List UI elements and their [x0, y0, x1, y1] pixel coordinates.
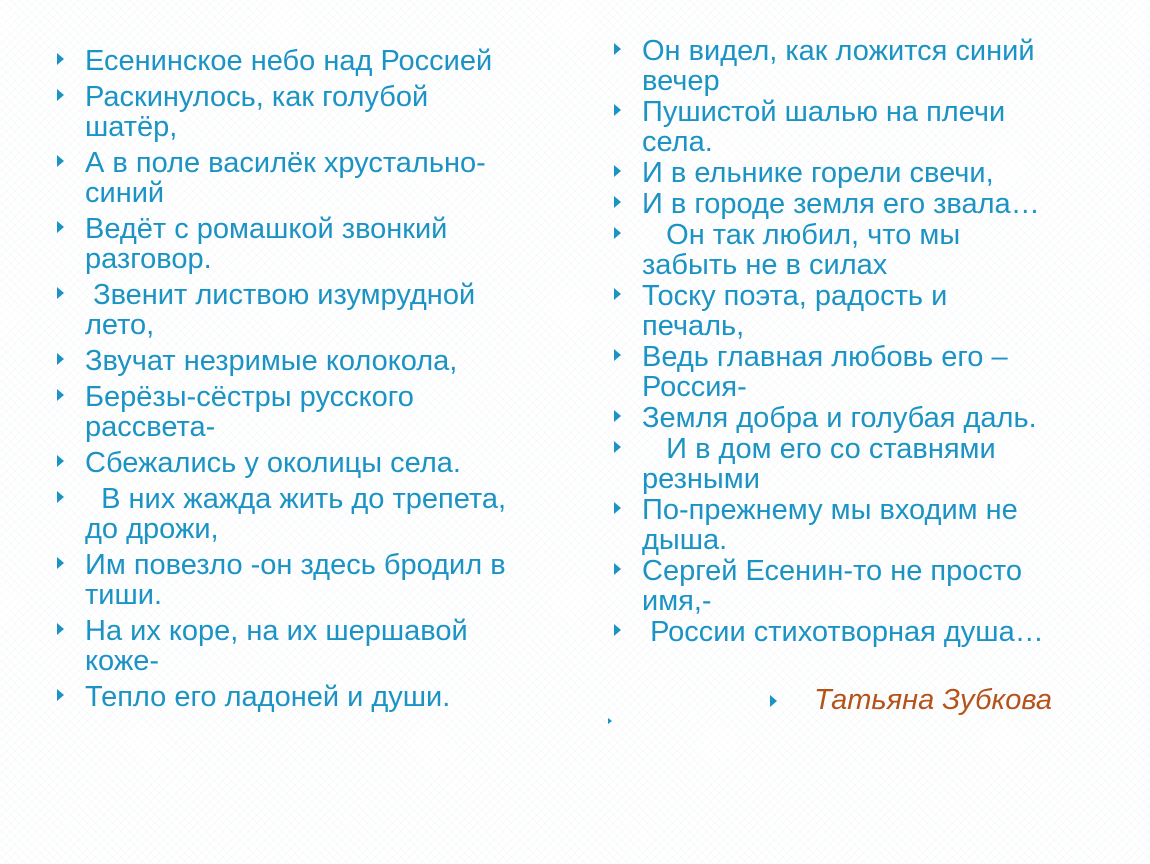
poem-line-text: Пушистой шалью на плечи: [642, 96, 1006, 128]
triangle-bullet-icon: [614, 502, 621, 514]
poem-line-text: синий: [85, 177, 165, 209]
poem-line-item: [612, 434, 1132, 494]
triangle-bullet-icon: [614, 43, 621, 55]
poem-line-item: [55, 148, 570, 208]
poem-column-right: [612, 36, 1132, 648]
poem-line-text: Сбежались у околицы села.: [85, 447, 461, 479]
triangle-bullet-icon: [57, 287, 64, 299]
poem-line-text: имя,-: [642, 585, 712, 617]
poem-line-text: России стихотворная душа…: [642, 616, 1044, 648]
poem-line-item: [55, 550, 570, 610]
poem-line-text: Земля добра и голубая даль.: [642, 402, 1037, 434]
triangle-bullet-icon: [57, 557, 64, 569]
triangle-bullet-icon: [614, 165, 621, 177]
poem-line-text: тиши.: [85, 579, 163, 611]
poem-line-text: вечер: [642, 65, 720, 97]
triangle-bullet-icon: [614, 288, 621, 300]
triangle-bullet-icon: [614, 441, 621, 453]
triangle-bullet-icon: [57, 491, 64, 503]
poem-line-text: Ведь главная любовь его –: [642, 341, 1008, 373]
poem-line-item: [612, 617, 1132, 647]
poem-line-item: [612, 189, 1132, 219]
poem-line-text: И в дом его со ставнями: [642, 433, 996, 465]
triangle-bullet-icon: [57, 389, 64, 401]
poem-line-text: разговор.: [85, 243, 212, 275]
poem-line-item: [55, 82, 570, 142]
poem-line-item: [612, 495, 1132, 555]
poem-line-text: Сергей Есенин-то не просто: [642, 555, 1022, 587]
poem-line-item: [55, 346, 570, 376]
poem-line-text: В них жажда жить до трепета,: [85, 483, 507, 515]
triangle-bullet-icon: [57, 455, 64, 467]
poem-line-text: Тепло его ладоней и души.: [85, 681, 451, 713]
poem-line-item: [55, 448, 570, 478]
poem-line-text: Он видел, как ложится синий: [642, 35, 1035, 67]
poem-line-text: Ведёт с ромашкой звонкий: [85, 213, 448, 245]
poem-line-text: коже-: [85, 645, 160, 677]
author-name: Татьяна Зубкова: [814, 684, 1052, 716]
poem-line-text: И в ельнике горели свечи,: [642, 157, 994, 189]
poem-line-text: Россия-: [642, 371, 747, 403]
poem-line-text: резными: [642, 463, 760, 495]
triangle-bullet-icon: [57, 89, 64, 101]
triangle-bullet-icon: [614, 563, 621, 575]
poem-line-text: Тоску поэта, радость и: [642, 280, 948, 312]
poem-line-item: [55, 46, 570, 76]
triangle-bullet-icon: [57, 53, 64, 65]
poem-line-item: [55, 484, 570, 544]
poem-line-text: На их коре, на их шершавой: [85, 615, 468, 647]
triangle-bullet-icon: [614, 104, 621, 116]
poem-line-item: [612, 403, 1132, 433]
triangle-bullet-icon: [57, 689, 64, 701]
poem-line-text: Раскинулось, как голубой: [85, 81, 429, 113]
triangle-bullet-icon: [57, 623, 64, 635]
author-signature-row: [770, 682, 1110, 718]
poem-line-item: [55, 682, 570, 712]
poem-line-text: лето,: [85, 309, 155, 341]
poem-line-item: [612, 556, 1132, 616]
poem-line-text: А в поле василёк хрустально-: [85, 147, 486, 179]
poem-line-text: И в городе земля его звала…: [642, 188, 1040, 220]
triangle-bullet-icon: [614, 624, 621, 636]
poem-line-text: села.: [642, 126, 713, 158]
poem-line-text: шатёр,: [85, 111, 178, 143]
poem-line-text: забыть не в силах: [642, 249, 888, 281]
poem-line-text: до дрожи,: [85, 513, 219, 545]
poem-line-item: [612, 97, 1132, 157]
poem-line-text: Звенит листвою изумрудной: [85, 279, 476, 311]
poem-line-item: [612, 36, 1132, 96]
poem-line-text: рассвета-: [85, 411, 216, 443]
triangle-bullet-icon: [614, 410, 621, 422]
poem-line-text: Берёзы-сёстры русского: [85, 381, 414, 413]
triangle-bullet-icon: [614, 196, 621, 208]
triangle-bullet-icon: [614, 349, 621, 361]
poem-line-text: печаль,: [642, 310, 745, 342]
small-bullet-icon: [608, 718, 612, 724]
poem-line-item: [55, 280, 570, 340]
poem-line-item: [55, 382, 570, 442]
triangle-bullet-icon: [770, 695, 777, 707]
poem-line-item: [612, 158, 1132, 188]
poem-line-item: [612, 220, 1132, 280]
poem-line-text: По-прежнему мы входим не: [642, 494, 1018, 526]
triangle-bullet-icon: [57, 221, 64, 233]
poem-line-item: [612, 281, 1132, 341]
poem-line-text: Есенинское небо над Россией: [85, 45, 493, 77]
poem-line-text: Он так любил, что мы: [642, 219, 961, 251]
poem-line-item: [55, 616, 570, 676]
poem-line-text: дыша.: [642, 524, 728, 556]
triangle-bullet-icon: [614, 227, 621, 239]
poem-line-item: [55, 214, 570, 274]
poem-column-left: [55, 46, 570, 718]
poem-line-item: [612, 342, 1132, 402]
triangle-bullet-icon: [57, 155, 64, 167]
poem-line-text: Звучат незримые колокола,: [85, 345, 458, 377]
triangle-bullet-icon: [57, 353, 64, 365]
poem-line-text: Им повезло -он здесь бродил в: [85, 549, 506, 581]
